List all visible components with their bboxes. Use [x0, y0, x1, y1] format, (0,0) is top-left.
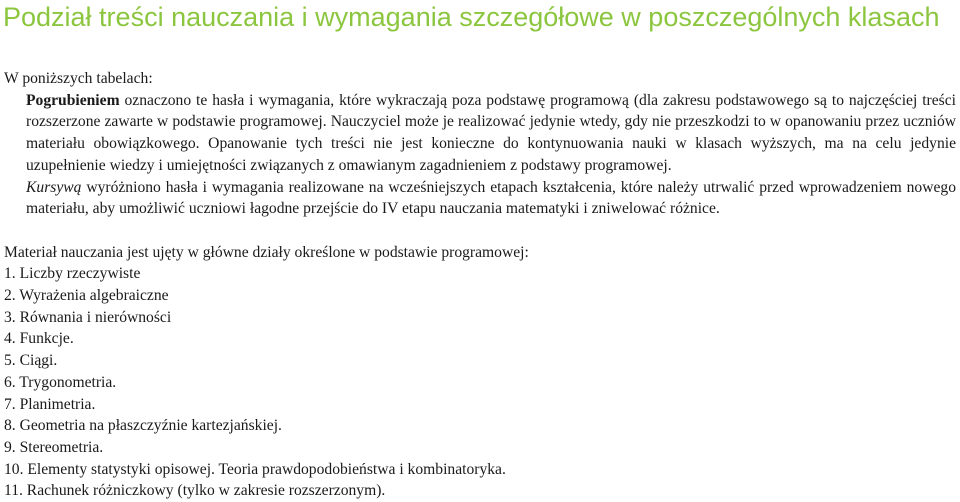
list-item: 8. Geometria na płaszczyźnie kartezjańskiej. [4, 417, 282, 435]
list-item: 4. Funkcje. [4, 330, 74, 348]
italic-note-paragraph [26, 177, 956, 220]
list-item: 9. Stereometria. [4, 438, 104, 456]
bold-note-text: oznaczono te hasła i wymagania, które wykraczają poza podstawę programową (dla zakresu podstawowego są to najczęściej treści rozszerzone zawarte w podstawie programowej. Nauczyciel może je realizować jedynie wtedy, gdy nie przeszkodzi to w opanowaniu przez uczniów materiału obowiązkowego. Opanowanie tych treści nie jest konieczne do kontynuowania nauki w klasach wyższych, ma na celu jedynie uzupełnienie wiedzy i umiejętności związanych z omawianym zagadnieniem z podstawy programowej. [26, 91, 956, 174]
list-item: 1. Liczby rzeczywiste [4, 265, 141, 283]
list-item: 10. Elementy statystyki opisowej. Teoria prawdopodobieństwa i kombinatoryka. [4, 460, 506, 478]
areas-list [4, 263, 956, 502]
italic-note-keyword: Kursywą [26, 178, 82, 196]
paragraph-spacer [4, 220, 956, 242]
areas-lead-text: Materiał nauczania jest ujęty w główne działy określone w podstawie programowej: [4, 243, 529, 261]
list-item: 2. Wyrażenia algebraiczne [4, 287, 169, 305]
bold-note-paragraph [26, 90, 956, 177]
list-item: 3. Równania i nierówności [4, 308, 172, 326]
bold-note-keyword: Pogrubieniem [26, 91, 120, 109]
intro-text: W poniższych tabelach: [4, 70, 153, 87]
list-item: 7. Planimetria. [4, 395, 96, 413]
document-body [4, 68, 956, 502]
italic-note-text: wyróżniono hasła i wymagania realizowane na wcześniejszych etapach kształcenia, które należy utrwalić przed wprowadzeniem nowego materiału, aby umożliwić uczniowi łagodne przejście do IV etapu nauczania matematyki i zniwelować różnice. [26, 178, 956, 218]
list-item: 11. Rachunek różniczkowy (tylko w zakresie rozszerzonym). [4, 482, 386, 500]
list-item: 5. Ciągi. [4, 352, 58, 370]
page-title: Podział treści nauczania i wymagania szczegółowe w poszczególnych klasach [3, 2, 940, 32]
list-item: 6. Trygonometria. [4, 373, 117, 391]
